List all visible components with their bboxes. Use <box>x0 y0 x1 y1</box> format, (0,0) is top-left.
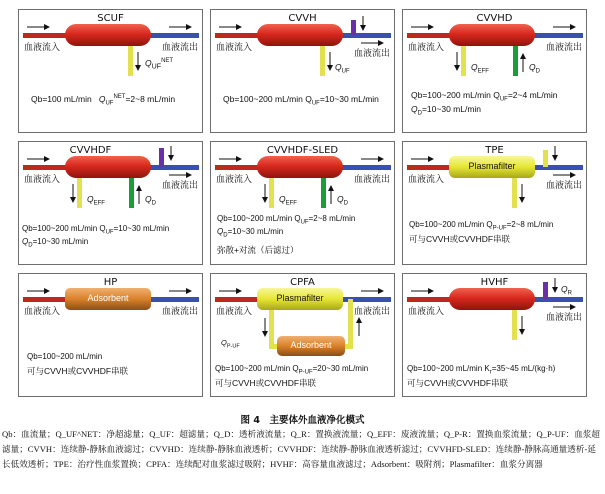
hemofilter <box>257 24 343 46</box>
effluent-tube <box>269 178 274 208</box>
ultrafiltrate-drain-tube <box>512 310 517 340</box>
blood-in-label: 血液流入 <box>216 175 253 185</box>
plasmafilter-label: Plasmafilter <box>468 161 516 171</box>
blood-out-label: 血液流出 <box>161 307 198 317</box>
cpfa-params: Qb=100~200 mL/min $Q_{P-UF}=20\sim 30$ mL/min <box>215 364 369 376</box>
plasmafilter-label: Plasmafilter <box>276 293 324 303</box>
panel-title: TPE <box>485 145 504 156</box>
plasma-return-tube <box>348 299 353 349</box>
hemofilter <box>65 24 151 46</box>
blood-inlet-tube <box>215 33 261 38</box>
q-eff-label: $Q_{EFF}$ <box>87 194 105 207</box>
blood-in-label: 血液流入 <box>408 307 445 317</box>
hvhf-note: 可与CVVH或CVVHDF串联 <box>407 378 509 388</box>
blood-out-label: 血液流出 <box>161 181 198 191</box>
hemofilter <box>449 288 535 310</box>
hemofilter <box>449 24 535 46</box>
blood-inlet-tube <box>215 165 261 170</box>
sled-params-2: $Q_D=10\sim 30$ mL/min <box>217 227 284 239</box>
blood-out-label: 血液流出 <box>545 43 582 53</box>
panel-title: HVHF <box>480 277 509 288</box>
blood-inlet-tube <box>23 165 69 170</box>
blood-inlet-tube <box>215 297 261 302</box>
panel-title: CVVHDF-SLED <box>266 145 339 156</box>
blood-inlet-tube <box>407 33 453 38</box>
panel-title: CVVHD <box>476 13 513 24</box>
q-eff-label: $Q_{EFF}$ <box>471 62 489 75</box>
blood-outlet-tube <box>531 165 583 170</box>
dialysate-tube <box>321 178 326 208</box>
ultrafiltrate-drain-tube <box>128 46 133 76</box>
figure-caption: 图 4 主要体外血液净化模式 <box>240 415 365 426</box>
scuf-diagram <box>19 10 204 134</box>
blood-in-label: 血液流入 <box>24 175 61 185</box>
cvvh-diagram <box>211 10 396 134</box>
blood-in-label: 血液流入 <box>24 43 61 53</box>
plasma-out-tube <box>269 310 274 348</box>
q-uf-label: $Q_{UF}$ <box>335 62 350 75</box>
panel-cvvhdf <box>18 141 203 265</box>
panel-title: CVVHDF <box>69 145 112 156</box>
sled-params-1: Qb=100~200 mL/min $Q_{UF}=2\sim 8$ mL/min <box>217 214 356 226</box>
panel-cpfa <box>210 273 395 397</box>
ultrafiltrate-drain-tube <box>320 46 325 76</box>
figure-legend: Qb：血流量；Q_UF^NET：净超滤量；Q_UF：超滤量；Q_D：透析液流量；Q_R：置换液流量；Q_EFF：废液流量；Q_P-R：置换血浆流量；Q_P-UF：血浆超滤量；CVVH：连续静-静脉血液滤过；CVVHD：连续静-静脉血液透析；CVVHDF：连续静-静脉血液透析滤过；CVVHFD-SLED：连续静-静脉高通量透析-延长低效透析；TPE：治疗性血浆置换；CPFA：连续配对血浆滤过吸附；HVHF：高容量血液滤过；Adsorbent：吸附剂；Plasmafilter：血浆分离器 <box>2 429 600 469</box>
tpe-note: 可与CVVH或CVVHDF串联 <box>409 234 511 244</box>
cvvhd-params-1: Qb=100~200 mL/min $Q_{UF}=2\sim 4$ mL/min <box>411 90 558 103</box>
blood-inlet-tube <box>23 33 69 38</box>
q-d-label: $Q_D$ <box>529 62 540 75</box>
blood-in-label: 血液流入 <box>24 307 61 317</box>
panel-scuf <box>18 9 203 133</box>
cvvhdf-params-1: Qb=100~200 mL/min $Q_{UF}=10\sim 30$ mL/min <box>22 224 170 236</box>
panel-hvhf <box>402 273 587 397</box>
blood-outlet-tube <box>531 297 583 302</box>
blood-in-label: 血液流入 <box>408 175 445 185</box>
q-eff-label: $Q_{EFF}$ <box>279 194 297 207</box>
plasma-drain-tube <box>512 178 517 208</box>
hemofilter <box>65 156 151 178</box>
adsorbent-label: Adsorbent <box>87 293 129 303</box>
blood-out-label: 血液流出 <box>545 313 582 323</box>
panel-cvvhd <box>402 9 587 133</box>
blood-out-label: 血液流出 <box>545 181 582 191</box>
adsorbent-label: Adsorbent <box>290 340 332 350</box>
panel-title: CVVH <box>288 13 317 24</box>
blood-out-label: 血液流出 <box>353 175 390 185</box>
cpfa-note: 可与CVVH或CVVHDF串联 <box>215 378 317 388</box>
panel-cvvhdf-sled <box>210 141 395 265</box>
effluent-tube <box>461 46 466 76</box>
blood-outlet-tube <box>531 33 583 38</box>
q-d-label: $Q_D$ <box>145 194 156 207</box>
blood-inlet-tube <box>23 297 69 302</box>
blood-inlet-tube <box>407 165 453 170</box>
panel-hp <box>18 273 203 397</box>
blood-in-label: 血液流入 <box>216 307 253 317</box>
hemofilter <box>257 156 343 178</box>
tpe-params: Qb=100~200 mL/min $Q_{P-UF}=2\sim 8$ mL/min <box>409 220 554 232</box>
hp-note: 可与CVVH或CVVHDF串联 <box>27 366 129 376</box>
panel-title: CPFA <box>290 277 315 288</box>
blood-outlet-tube <box>147 165 199 170</box>
cvvh-params: Qb=100~200 mL/min $Q_{UF}=10\sim 30$ mL/min <box>223 94 379 107</box>
blood-outlet-tube <box>147 297 199 302</box>
cvvhd-params-2: $Q_D=10\sim 30$ mL/min <box>411 104 482 117</box>
dialysate-tube <box>513 46 518 76</box>
blood-out-label: 血液流出 <box>353 49 390 59</box>
blood-out-label: 血液流出 <box>161 43 198 53</box>
q-net-label: $Q_{UF}^{NET}$ <box>145 58 174 71</box>
blood-in-label: 血液流入 <box>216 43 253 53</box>
blood-out-label: 血液流出 <box>353 307 390 317</box>
blood-in-label: 血液流入 <box>408 43 445 53</box>
panel-tpe <box>402 141 587 265</box>
blood-inlet-tube <box>407 297 453 302</box>
blood-outlet-tube <box>339 33 391 38</box>
q-r-label: $Q_R$ <box>561 284 572 297</box>
panel-cvvh <box>210 9 395 133</box>
hvhf-params: Qb=100~200 mL/min $K_r=35\sim 45$ mL/(kg·h) <box>407 364 556 376</box>
q-puf-label: $Q_{P-UF}$ <box>221 338 240 350</box>
sled-mechanism: 弥散+对流（后滤过） <box>217 245 299 255</box>
hp-params: Qb=100~200 mL/min <box>27 352 103 361</box>
scuf-params: Qb=100 mL/min $Q_{UF}^{NET}=2\sim 8$ mL/min <box>31 94 176 107</box>
blood-outlet-tube <box>147 33 199 38</box>
q-d-label: $Q_D$ <box>337 194 348 207</box>
dialysate-tube <box>129 178 134 208</box>
cvvhdf-params-2: $Q_D=10\sim 30$ mL/min <box>22 237 89 249</box>
panel-title: SCUF <box>97 13 124 24</box>
effluent-tube <box>77 178 82 208</box>
panel-title: HP <box>103 277 118 288</box>
blood-outlet-tube <box>339 165 391 170</box>
blood-outlet-tube <box>339 297 391 302</box>
